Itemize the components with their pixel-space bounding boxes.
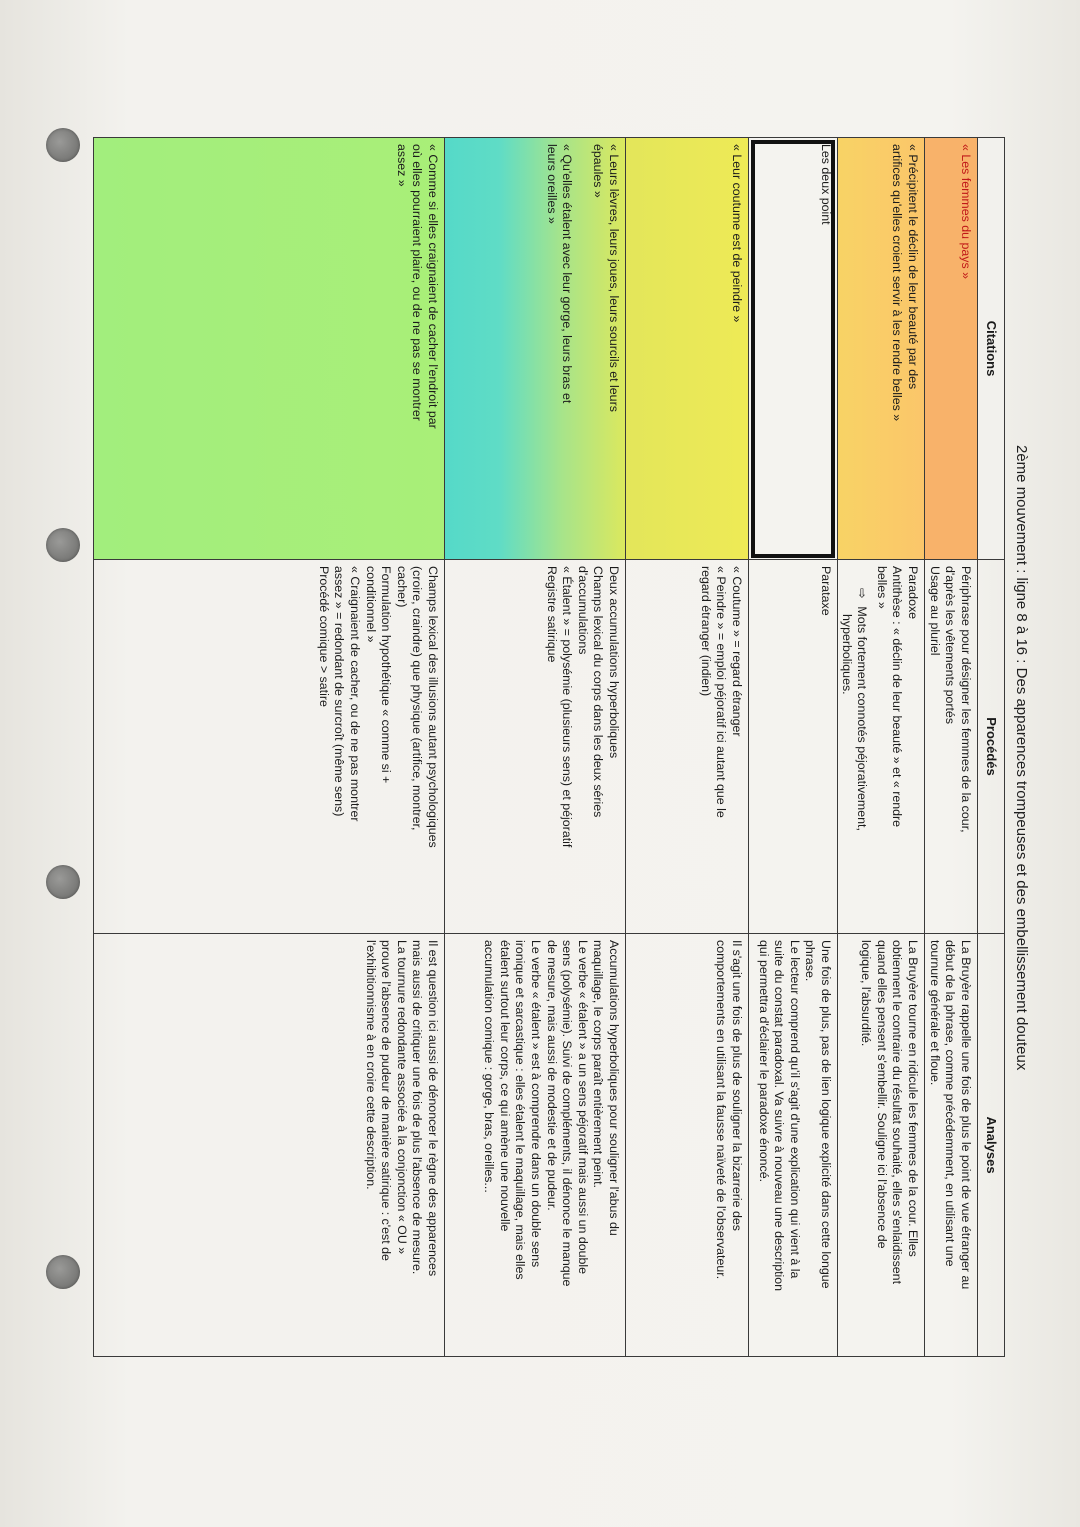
table-row	[444, 138, 625, 1356]
procedes-arrow-line	[854, 566, 870, 927]
analyses-line: La tournure redondante associée à la conjonction « OU »	[394, 940, 409, 1255]
procedes-line: Périphrase pour désigner les femmes de la cour,	[959, 566, 973, 833]
analyses-cell	[925, 934, 977, 1356]
citation-line: assez »	[394, 144, 409, 187]
citation-line: « Qu'elles étalent avec leur gorge, leurs bras et	[560, 144, 575, 404]
citation-line: artifices qu'elles croient servir à les rendre belles »	[890, 144, 905, 422]
procedes-line: Registre satirique	[544, 566, 559, 663]
analyses-line: La Bruyère rappelle une fois de plus le point de vue étranger au	[959, 940, 973, 1290]
citation-line: « Leur coutume est de peindre »	[730, 144, 744, 323]
procedes-line: cacher)	[394, 566, 409, 608]
analyses-line: Il est question ici aussi de dénoncer le règne des apparences	[426, 940, 440, 1277]
citation-line: « Les femmes du pays »	[959, 144, 973, 279]
analyses-line: sens (polysémie). Suivi de compléments, il dénonce le manque	[560, 940, 575, 1287]
analyses-line: l'exhibitionnisme à en croire cette description.	[363, 940, 378, 1190]
analyses-line: La Bruyère tourne en ridicule les femmes de la cour. Elles	[906, 940, 920, 1257]
analyses-line: Il s'agit une fois de plus de souligner la bizarrerie des	[730, 940, 744, 1231]
procedes-line: Procédé comique > satire	[316, 566, 331, 707]
procedes-line: Usage au pluriel	[927, 566, 942, 656]
analyses-line: Le verbe « étalent » est à comprendre dans un double sens	[529, 940, 544, 1268]
analyses-line: suite du constat paradoxal. Va suivre à nouveau une description	[772, 940, 787, 1292]
citation-cell	[838, 138, 924, 560]
procedes-cell	[94, 560, 444, 934]
citation-line: où elles pourraient plaire, ou de ne pas se montrer	[410, 144, 425, 421]
analyses-cell	[626, 934, 748, 1356]
analyses-line: prouve l'absence de pudeur de manière satirique : c'est de	[379, 940, 394, 1261]
analyses-line: Accumulations hyperboliques pour souligner l'abus du	[607, 940, 621, 1236]
page-title	[1006, 0, 1036, 1527]
citation-cell	[94, 138, 444, 560]
procedes-line: d'accumulations	[575, 566, 590, 655]
analyses-cell	[838, 934, 924, 1356]
procedes-line: regard étranger (indien)	[698, 566, 713, 697]
procedes-line: Champs lexical des illusions autant psychologiques	[426, 566, 440, 848]
citation-cell	[925, 138, 977, 560]
analyses-line: maquillage, le corps paraît entièrement peint.	[591, 940, 606, 1188]
table-header	[977, 138, 1004, 1356]
citation-line: « Comme si elles craignaient de cacher l'endroit par	[426, 144, 440, 429]
header-procedes: Procédés	[978, 560, 1004, 934]
procedes-line: « Coutume » = regard étranger	[730, 566, 744, 737]
procedes-line: Formulation hypothétique « comme si +	[379, 566, 394, 784]
table-row	[94, 138, 444, 1356]
citation-line: épaules »	[591, 144, 606, 198]
procedes-cell	[445, 560, 625, 934]
procedes-cell	[838, 560, 924, 934]
page-title-text: 2ème mouvement : ligne 8 à 16 : Des apparences trompeuses et des embellissement douteux	[1013, 445, 1030, 1071]
procedes-line: Mots fortement connotés péjorativement,	[855, 606, 870, 831]
procedes-line: Deux accumulations hyperboliques	[607, 566, 621, 759]
citation-line: Les deux point	[819, 144, 833, 225]
procedes-cell	[626, 560, 748, 934]
analyses-line: de mesure, mais aussi de modestie et de pudeur.	[544, 940, 559, 1211]
citation-cell	[626, 138, 748, 560]
procedes-line: Antithèse : « déclin de leur beauté » et « rendre	[890, 566, 905, 828]
header-analyses: Analyses	[984, 1116, 999, 1174]
table-row	[837, 138, 924, 1356]
analyses-line: début de la phrase, comme précédemment, en utilisant une	[943, 940, 958, 1267]
citation-line: leurs oreilles »	[544, 144, 559, 224]
procedes-line: assez » = redondant de surcroît (même sens)	[332, 566, 347, 817]
citation-cell	[749, 138, 837, 560]
procedes-line: hyperboliques.	[839, 614, 854, 695]
analyses-line: Le verbe « étalent » a un sens péjoratif mais aussi un double	[575, 940, 590, 1275]
procedes-line: (croire, craindre) que physique (artifice, montrer,	[410, 566, 425, 831]
procedes-line: Paradoxe	[906, 566, 920, 620]
analyses-line: étalent surtout leur corps, ce qui amène une nouvelle	[497, 940, 512, 1232]
procedes-line: Parataxe	[819, 566, 833, 616]
procedes-line: « Étalent » = polysémie (plusieurs sens) et péjoratif	[560, 566, 575, 848]
analyses-line: tournure générale et floue.	[927, 940, 942, 1086]
procedes-cell	[749, 560, 837, 934]
table-row	[924, 138, 977, 1356]
citation-line	[574, 144, 590, 553]
analyses-line: logique, l'absurdité.	[859, 940, 874, 1047]
citation-cell	[445, 138, 625, 560]
citation-line: « Précipitent le déclin de leur beauté par des	[906, 144, 920, 390]
procedes-line: conditionnel »	[363, 566, 378, 643]
table-row	[625, 138, 748, 1356]
analyses-line: comportements en utilisant la fausse naïveté de l'observateur.	[714, 940, 729, 1280]
analyses-line: mais aussi de critiquer une fois de plus l'absence de mesure.	[410, 940, 425, 1275]
analyses-line: Une fois de plus, pas de lien logique explicité dans cette longue	[819, 940, 833, 1289]
analyses-line: Le lecteur comprend qu'il s'agit d'une explication qui vient à la	[787, 940, 802, 1279]
analyses-line: qui permettra d'éclairer le paradoxe énoncé.	[756, 940, 771, 1183]
procedes-line: « Peindre » = emploi péjoratif ici autant que le	[714, 566, 729, 818]
analyses-cell	[445, 934, 625, 1356]
procedes-line: Champs lexical du corps dans les deux séries	[591, 566, 606, 818]
header-citations: Citations	[978, 138, 1004, 560]
procedes-line: d'après les vêtements portés	[943, 566, 958, 725]
analyses-line: ironique et sarcastique : elles étalent le maquillage, mais elles	[513, 940, 528, 1280]
analyses-line: phrase.	[803, 940, 818, 982]
analyses-line: obtiennent le contraire du résultat souhaité, elles s'enlaidissent	[890, 940, 905, 1285]
analysis-table	[93, 137, 1005, 1357]
arrow-right-icon: ⇨	[855, 588, 870, 599]
procedes-cell	[925, 560, 977, 934]
table-row	[748, 138, 837, 1356]
analyses-line: accumulation comique : gorge, bras, oreilles...	[482, 940, 497, 1193]
procedes-line: « Craignaient de cacher, ou de ne pas montrer	[348, 566, 363, 822]
analyses-line: quand elles pensent s'embellir. Souligne ici l'absence de	[874, 940, 889, 1249]
procedes-line: belles »	[874, 566, 889, 609]
analyses-cell	[94, 934, 444, 1356]
citation-line: « Leurs lèvres, leurs joues, leurs sourcils et leurs	[607, 144, 621, 412]
analyses-cell	[749, 934, 837, 1356]
